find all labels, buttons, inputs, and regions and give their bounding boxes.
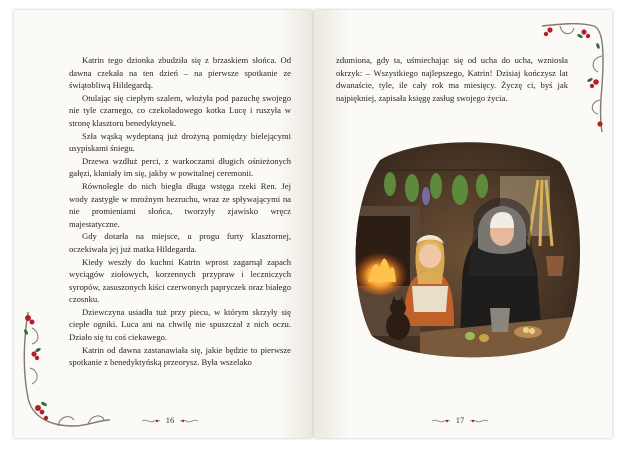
paragraph: Kiedy weszły do kuchni Katrin wprost zagarnął zapach wyciągów ziołowych, korzennych przypraw i leczniczych syropów, zasuszonych kiści czerwonych papryczek oraz białego czosnku. [69, 256, 291, 305]
paragraph: Szła wąską wydeptaną już drożyną pomiędzy bielejącymi usypiskami śniegu. [69, 130, 291, 154]
paragraph: Otulając się ciepłym szalem, włożyła pod pazuchę swojego nie tyle czarnego, co czekoladowego kotka Lucę i ruszyła w stronę klasztoru benedyktynek. [69, 92, 291, 128]
left-page [14, 10, 312, 438]
corner-ornament-bottom-left [18, 308, 114, 436]
page-number: 17 [455, 415, 465, 425]
paragraph: Drzewa wzdłuż perci, z warkoczami długich ośnieżonych gałęzi, kłaniały im się, jakby w powitalnej ceremonii. [69, 155, 291, 179]
page-number-left [140, 415, 200, 425]
corner-ornament-top-right [540, 16, 610, 136]
paragraph: Katrin od dawna zastanawiała się, jakie będzie to pierwsze spotkanie z benedyktyńską przeorysz. Była wszelako [69, 344, 291, 368]
page-number-right [430, 415, 490, 425]
kitchen-illustration [350, 136, 582, 364]
paragraph: Dziewczyna usiadła tuż przy piecu, w którym skrzyły się ciepłe ogniki. Luca ani na chwilę nie spuszczał z nich oczu. Działo się tu coś ciekawego. [69, 306, 291, 343]
right-page-text [336, 54, 568, 104]
book-spread [14, 10, 612, 438]
paragraph: Gdy dotarła na miejsce, u progu furty klasztornej, oczekiwała jej już matka Hildegarda. [69, 231, 291, 254]
paragraph: Równolegle do nich biegła długa wstęga rzeki Ren. Jej wody zastygłe w mroźnym bezruchu, wraz ze spływającymi na nie promieniami słońca, tworzyły zjawisko wręcz majestatyczne. [69, 180, 291, 229]
flourish-icon [142, 418, 160, 424]
paragraph: zdumiona, gdy ta, uśmiechając się od ucha do ucha, wzniosła okrzyk: – Wszystkiego najlepszego, Katrin! Dzisiaj kończysz lat dwanaście, tyle, ile cały rok ma miesięcy. Życzę ci, byś jak najpiękniej, zapisała księgę zasług swojego życia. [336, 55, 568, 103]
right-page [314, 10, 612, 438]
flourish-icon [470, 418, 488, 424]
paragraph: Katrin tego dzionka zbudziła się z brzaskiem słońca. Od dawna czekała na ten dzień – na pierwsze spotkanie ze świątobliwą Hildegardą. [69, 55, 291, 91]
page-number: 16 [165, 415, 175, 425]
flourish-icon [432, 418, 450, 424]
flourish-icon [180, 418, 198, 424]
